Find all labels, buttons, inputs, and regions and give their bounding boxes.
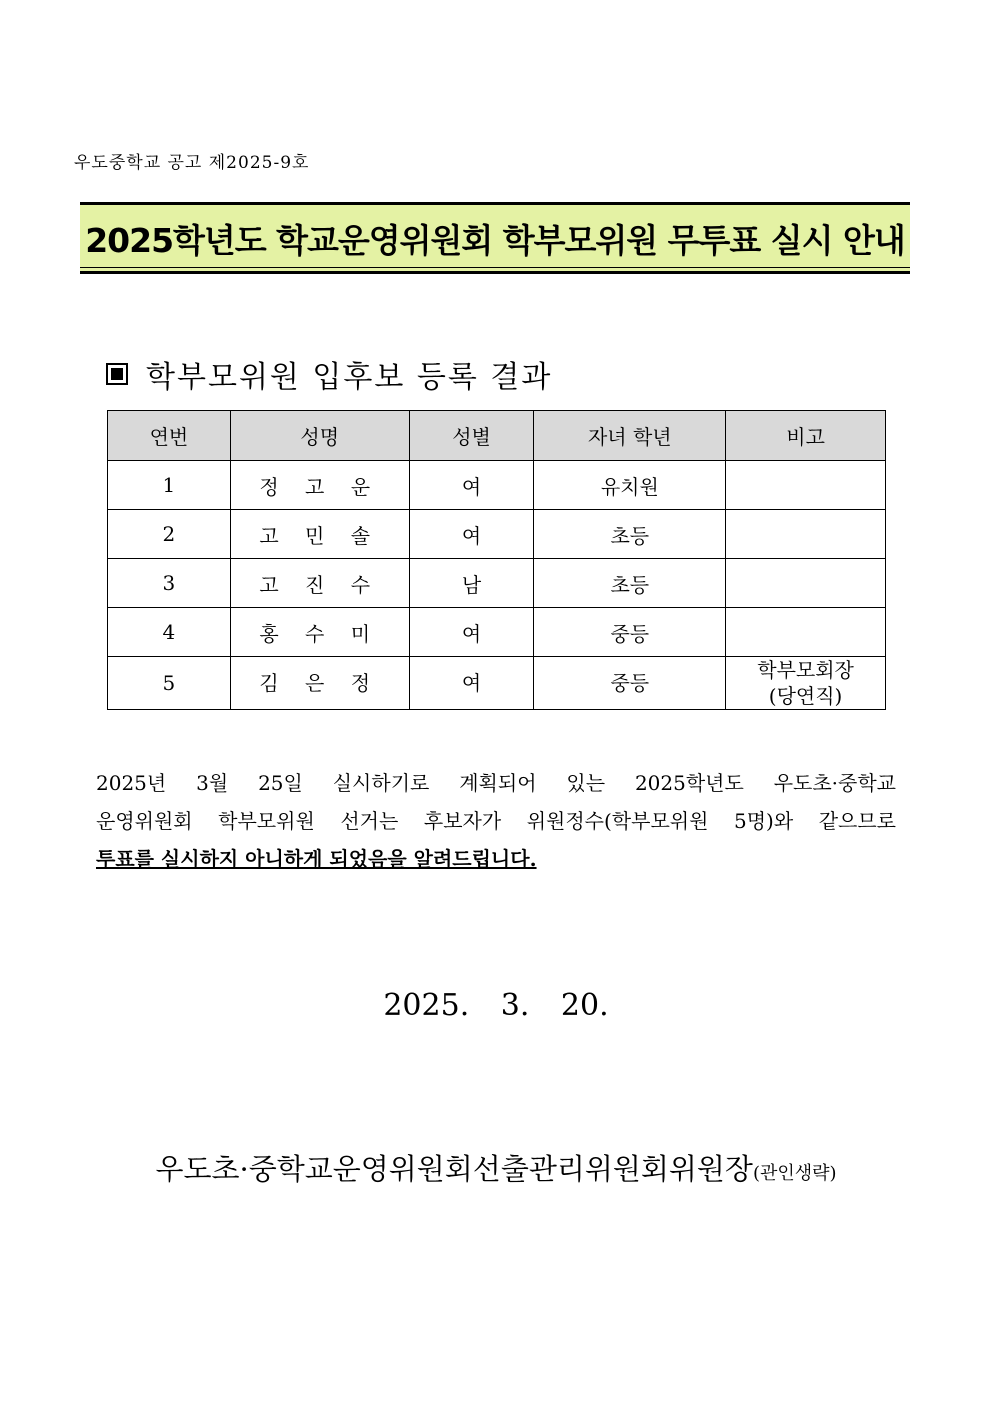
body-line-3-wrap [96, 840, 896, 878]
signer-title: 우도초·중학교운영위원회선출관리위원회위원장 [155, 1152, 753, 1186]
square-bullet-icon [106, 363, 128, 385]
note-line-1: 학부모회장 [757, 658, 854, 682]
announcement-body [96, 764, 896, 878]
cell-name: 홍 수 미 [230, 608, 409, 657]
cell-note [726, 608, 886, 657]
signer-block [0, 1147, 992, 1188]
cell-note [726, 559, 886, 608]
cell-note [726, 461, 886, 510]
table-row [108, 461, 886, 510]
cell-name: 김 은 정 [230, 657, 409, 710]
header-note: 비고 [726, 411, 886, 461]
title-banner [80, 202, 910, 274]
document-title: 2025학년도 학교운영위원회 학부모위원 무투표 실시 안내 [85, 220, 905, 260]
cell-grade: 중등 [534, 657, 726, 710]
note-line-2: (당연직) [768, 684, 843, 708]
cell-gender: 여 [409, 510, 534, 559]
cell-grade: 초등 [534, 559, 726, 608]
header-grade: 자녀 학년 [534, 411, 726, 461]
table-row [108, 608, 886, 657]
seal-note: (관인생략) [752, 1163, 837, 1184]
candidate-table [107, 410, 886, 710]
cell-note [726, 657, 886, 710]
table-header-row [108, 411, 886, 461]
cell-no: 5 [108, 657, 231, 710]
body-line-3: 투표를 실시하지 아니하게 되었음을 알려드립니다. [96, 847, 537, 871]
table-row [108, 657, 886, 710]
notice-number: 우도중학교 공고 제2025-9호 [74, 153, 310, 173]
body-line-1: 2025년 3월 25일 실시하기로 계획되어 있는 2025학년도 우도초·중학교 [96, 771, 896, 795]
cell-no: 4 [108, 608, 231, 657]
section-heading-text: 학부모위원 입후보 등록 결과 [146, 360, 553, 395]
cell-no: 2 [108, 510, 231, 559]
table-row [108, 559, 886, 608]
cell-gender: 남 [409, 559, 534, 608]
header-no: 연번 [108, 411, 231, 461]
announcement-date: 2025. 3. 20. [383, 988, 609, 1023]
section-heading [106, 352, 552, 396]
cell-note [726, 510, 886, 559]
header-name: 성명 [230, 411, 409, 461]
cell-no: 1 [108, 461, 231, 510]
cell-name: 고 진 수 [230, 559, 409, 608]
cell-gender: 여 [409, 608, 534, 657]
header-gender: 성별 [409, 411, 534, 461]
table-row [108, 510, 886, 559]
cell-gender: 여 [409, 461, 534, 510]
cell-gender: 여 [409, 657, 534, 710]
cell-grade: 유치원 [534, 461, 726, 510]
cell-grade: 중등 [534, 608, 726, 657]
cell-grade: 초등 [534, 510, 726, 559]
cell-name: 고 민 솔 [230, 510, 409, 559]
cell-name: 정 고 운 [230, 461, 409, 510]
body-line-2: 운영위원회 학부모위원 선거는 후보자가 위원정수(학부모위원 5명)와 같으므로 [96, 809, 896, 833]
cell-no: 3 [108, 559, 231, 608]
